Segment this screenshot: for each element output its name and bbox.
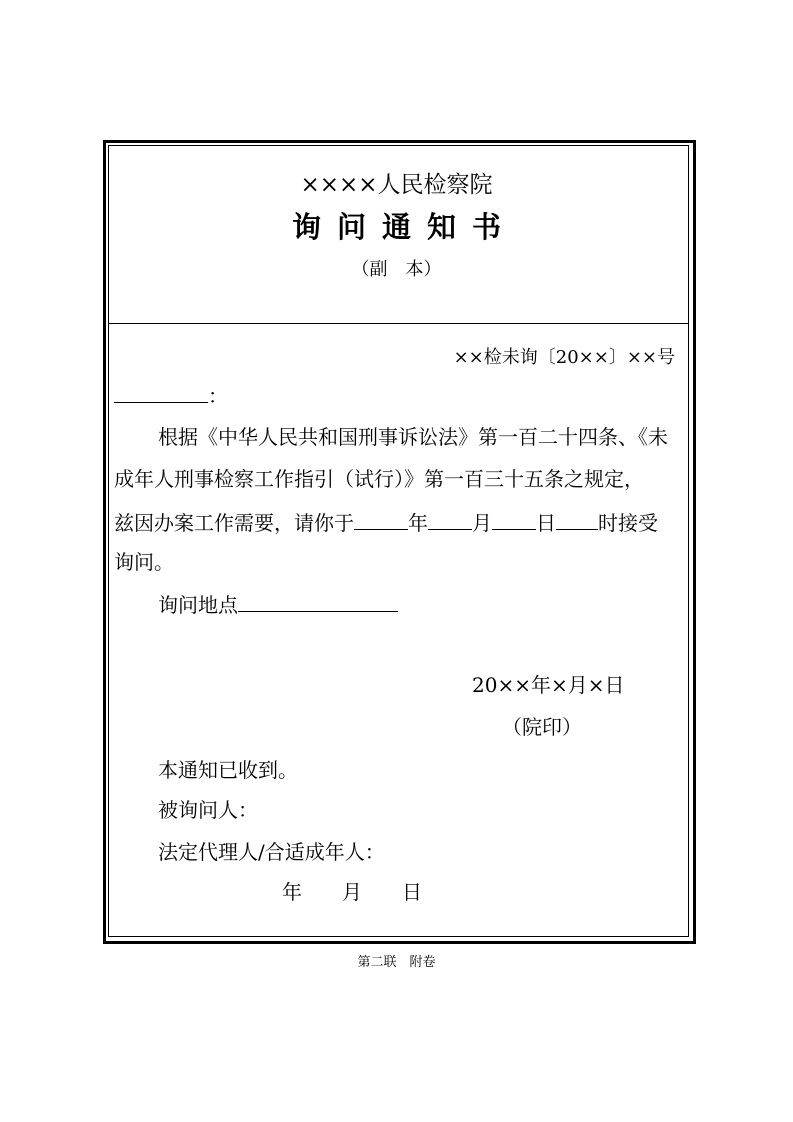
issue-date: 20××年×月×日 — [472, 673, 625, 697]
location-line — [158, 593, 398, 615]
interviewee-label: 被询问人： — [158, 798, 258, 822]
year-label: 年 — [408, 511, 428, 535]
hour-blank — [556, 511, 598, 530]
copy-label: （副 本） — [351, 259, 442, 280]
location-blank — [238, 593, 398, 612]
month-blank — [428, 511, 472, 530]
agency-name: ××××人民检察院 — [300, 172, 493, 198]
guardian-label: 法定代理人/合适成年人： — [158, 840, 385, 864]
body-line-2: 成年人刑事检察工作指引（试行）》第一百三十五条之规定， — [114, 467, 644, 491]
body-line-3-suffix: 时接受 — [598, 511, 658, 535]
day-blank — [492, 511, 536, 530]
addressee-colon: ： — [208, 384, 228, 408]
month-label: 月 — [472, 511, 492, 535]
document-number: ××检未询〔20××〕××号 — [453, 347, 675, 368]
document-title: 询问通知书 — [291, 210, 517, 244]
year-blank — [354, 511, 408, 530]
receipt-acknowledgement: 本通知已收到。 — [158, 758, 298, 782]
copy-footer: 第二联 附卷 — [357, 955, 436, 970]
header-divider — [108, 323, 689, 324]
body-line-3 — [114, 511, 658, 533]
addressee-line — [114, 384, 228, 406]
body-line-4: 询问。 — [114, 550, 174, 574]
location-label: 询问地点 — [158, 593, 238, 617]
day-label: 日 — [536, 511, 556, 535]
body-line-3-prefix: 兹因办案工作需要，请你于 — [114, 511, 354, 535]
receipt-date-line: 年 月 日 — [282, 880, 422, 904]
court-seal-label: （院印） — [502, 715, 582, 739]
addressee-blank — [114, 384, 208, 403]
body-line-1: 根据《中华人民共和国刑事诉讼法》第一百二十四条、《未 — [158, 425, 668, 449]
